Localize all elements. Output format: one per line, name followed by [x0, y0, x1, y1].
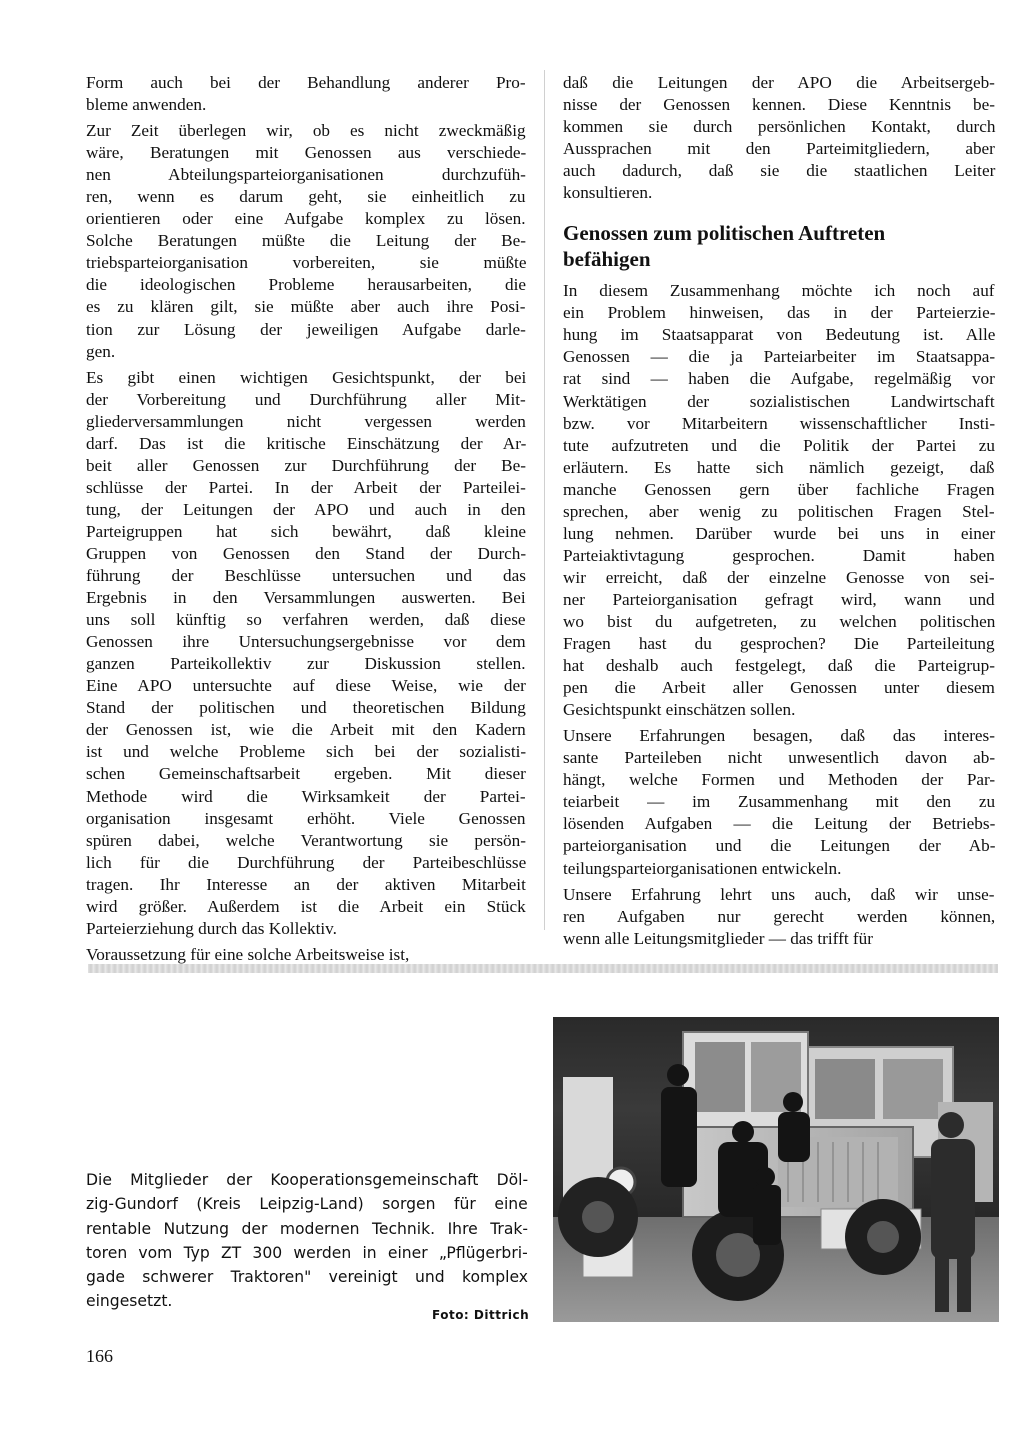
- text-line: Fragen hast du gesprochen? Die Parteileitung: [563, 634, 995, 654]
- paragraph: [563, 725, 995, 879]
- text-line: Aussprachen mit den Parteimitgliedern, aber: [563, 139, 995, 159]
- text-line: hängt, welche Formen und Methoden der Par-: [563, 770, 996, 790]
- text-line: Gruppen von Genossen den Stand der Durch-: [86, 543, 527, 563]
- text-line: Werktätigen der sozialistischen Landwirtschaft: [563, 391, 995, 411]
- text-line: Methode wird die Wirksamkeit der Partei-: [86, 786, 526, 806]
- text-line: Parteigruppen hat sich bewährt, daß kleine: [86, 521, 527, 541]
- text-line: spüren dabei, welche Verantwortung sie persön-: [86, 830, 526, 850]
- text-line: darf. Das ist die kritische Einschätzung der Ar-: [86, 433, 527, 453]
- text-line: hat deshalb auch festgelegt, daß die Parteigrup-: [563, 656, 995, 676]
- text-line: der Vorbereitung und Durchführung aller Mit-: [86, 389, 526, 409]
- text-line: Parteierziehung durch das Kollektiv.: [86, 918, 337, 938]
- paragraph: [563, 884, 995, 950]
- text-line: Es gibt einen wichtigen Gesichtspunkt, der bei: [86, 367, 527, 387]
- text-line: schlüsse der Partei. In der Arbeit der Parteilei-: [86, 477, 526, 497]
- text-line: sprechen, aber wenig zu politischen Fragen Stel-: [563, 501, 995, 521]
- text-line: konsultieren.: [563, 183, 653, 203]
- text-line: Form auch bei der Behandlung anderer Pro-: [86, 73, 526, 92]
- text-line: gade schwerer Traktoren" vereinigt und komplex: [86, 1268, 529, 1287]
- text-line: organisation insgesamt erhöht. Viele Genossen: [86, 808, 526, 828]
- text-line: Stand der politischen und theoretischen Bildung: [86, 698, 526, 718]
- text-line: Voraussetzung für eine solche Arbeitsweise ist,: [86, 944, 410, 964]
- text-line: erläutern. Es hatte sich nämlich gezeigt, daß: [563, 457, 995, 477]
- text-line: manche Genossen gern über fachliche Fragen: [563, 479, 995, 499]
- text-line: die ideologischen Probleme herausarbeiten, die: [86, 275, 527, 295]
- right-column-top-text: [563, 72, 995, 204]
- text-line: der Genossen ist, wie die Arbeit mit den Kadern: [86, 720, 526, 740]
- text-line: tion zur Lösung der jeweiligen Aufgabe darle-: [86, 319, 526, 339]
- text-line: rentable Nutzung der modernen Technik. Ihre Trak-: [86, 1219, 529, 1238]
- paragraph: [86, 72, 526, 116]
- text-line: daß die Leitungen der APO die Arbeitsergeb-: [563, 73, 995, 92]
- page-number: 166: [86, 1346, 113, 1366]
- text-line: Genossen ihre Untersuchungsergebnisse vor dem: [86, 632, 526, 652]
- text-line: Genossen zum politischen Auftreten: [563, 221, 886, 246]
- text-line: Unsere Erfahrungen besagen, daß das interes-: [563, 726, 995, 746]
- text-line: toren vom Typ ZT 300 werden in einer „Pflügerbri-: [86, 1243, 528, 1262]
- text-line: tute aufzutreten und die Politik der Partei zu: [563, 435, 996, 455]
- section-heading: [563, 220, 995, 272]
- paragraph: [563, 280, 995, 721]
- text-line: wenn alle Leitungsmitglieder — das trifft für: [563, 928, 873, 948]
- paragraph: [86, 120, 526, 363]
- photo-caption: [86, 1168, 528, 1314]
- text-line: Eine APO untersuchte auf diese Weise, wie der: [86, 676, 526, 696]
- text-line: auch dadurch, daß sie die staatlichen Leiter: [563, 161, 996, 181]
- paragraph: [563, 72, 995, 204]
- text-line: sante Parteileben nicht unwesentlich davon ab-: [563, 748, 996, 768]
- text-line: lösenden Aufgaben — die Leitung der Betriebs-: [563, 814, 996, 834]
- paragraph: [86, 944, 526, 966]
- text-line: Die Mitglieder der Kooperationsgemeinschaft Döl-: [86, 1171, 529, 1189]
- text-line: ein Problem hinweisen, das in der Parteierzie-: [563, 303, 996, 323]
- tractor-photo: [553, 1017, 999, 1322]
- text-line: es zu klären gilt, sie müßte aber auch ihre Posi-: [86, 297, 526, 317]
- text-line: bzw. vor Mitarbeitern wissenschaftlicher Insti-: [563, 413, 996, 433]
- text-line: wo bist du aufgetreten, zu welchen politischen: [563, 611, 996, 631]
- text-line: eingesetzt.: [86, 1292, 173, 1311]
- text-line: pen die Arbeit aller Genossen unter diesem: [563, 678, 995, 698]
- left-text-column: [86, 72, 526, 970]
- right-text-column: [563, 72, 995, 954]
- text-line: zig-Gundorf (Kreis Leipzig-Land) sorgen für eine: [86, 1195, 528, 1214]
- text-line: lung nehmen. Darüber wurde bei uns in einer: [563, 523, 996, 543]
- text-line: ganzen Parteikollektiv zur Diskussion stellen.: [86, 654, 526, 674]
- text-line: lich für die Durchführung der Parteibeschlüsse: [86, 852, 527, 872]
- text-line: Solche Beratungen müßte die Leitung der Be-: [86, 231, 526, 251]
- text-line: ren Aufgaben nur gerecht werden können,: [563, 906, 996, 926]
- text-line: schen Gemeinschaftsarbeit ergeben. Mit dieser: [86, 764, 526, 784]
- text-line: wird größer. Außerdem ist die Arbeit ein Stück: [86, 896, 526, 916]
- text-line: befähigen: [563, 247, 651, 272]
- text-line: kommen sie durch persönlichen Kontakt, durch: [563, 117, 996, 137]
- text-line: gliederversammlungen nicht vergessen werden: [86, 411, 526, 431]
- text-line: beit aller Genossen zur Durchführung der Be-: [86, 455, 526, 475]
- text-line: bleme anwenden.: [86, 95, 207, 115]
- text-line: führung der Beschlüsse untersuchen und das: [86, 566, 526, 586]
- paragraph: [86, 367, 526, 940]
- text-line: teiarbeit — im Zusammenhang mit den zu: [563, 792, 996, 812]
- text-line: rat sind — haben die Aufgabe, regelmäßig vor: [563, 369, 995, 389]
- text-line: Genossen — die ja Parteiarbeiter im Staatsappa-: [563, 347, 996, 367]
- text-line: Ergebnis in den Versammlungen auswerten. Bei: [86, 588, 526, 608]
- text-line: Gesichtspunkt einschätzen sollen.: [563, 700, 796, 720]
- right-column-bottom-text: [563, 280, 995, 949]
- text-line: ner Parteiorganisation gefragt wird, wann und: [563, 589, 995, 609]
- text-line: parteiorganisation und die Leitungen der Ab-: [563, 836, 996, 856]
- text-line: nen Abteilungsparteiorganisationen durchzufüh-: [86, 165, 526, 185]
- photo-credit: Foto: Dittrich: [432, 1308, 530, 1322]
- text-line: uns soll künftig so verfahren werden, daß diese: [86, 610, 526, 630]
- text-line: Unsere Erfahrung lehrt uns auch, daß wir unse-: [563, 884, 995, 904]
- text-line: orientieren oder eine Aufgabe komplex zu lösen.: [86, 209, 526, 229]
- text-line: In diesem Zusammenhang möchte ich noch auf: [563, 281, 995, 301]
- text-line: triebsparteiorganisation vorbereiten, sie müßte: [86, 253, 527, 273]
- text-line: wir erreicht, daß der einzelne Genosse von sei-: [563, 567, 995, 587]
- column-divider: [544, 70, 545, 930]
- text-line: ist und welche Probleme sich bei der sozialisti-: [86, 742, 527, 762]
- text-line: Parteiaktivtagung gesprochen. Damit haben: [563, 545, 995, 565]
- horizontal-rule: [88, 964, 998, 973]
- text-line: teilungsparteiorganisationen entwickeln.: [563, 858, 842, 878]
- text-line: wäre, Beratungen mit Genossen aus verschiede-: [86, 143, 527, 163]
- text-line: gen.: [86, 341, 116, 361]
- text-line: Zur Zeit überlegen wir, ob es nicht zweckmäßig: [86, 121, 526, 141]
- text-line: nisse der Genossen kennen. Diese Kenntnis be-: [563, 95, 996, 115]
- text-line: tung, der Leitungen der APO und auch in den: [86, 499, 526, 519]
- text-line: tragen. Ihr Interesse an der aktiven Mitarbeit: [86, 874, 526, 894]
- text-line: hung im Staatsapparat von Bedeutung ist. Alle: [563, 325, 996, 345]
- text-line: ren, wenn es darum geht, sie einheitlich zu: [86, 187, 526, 207]
